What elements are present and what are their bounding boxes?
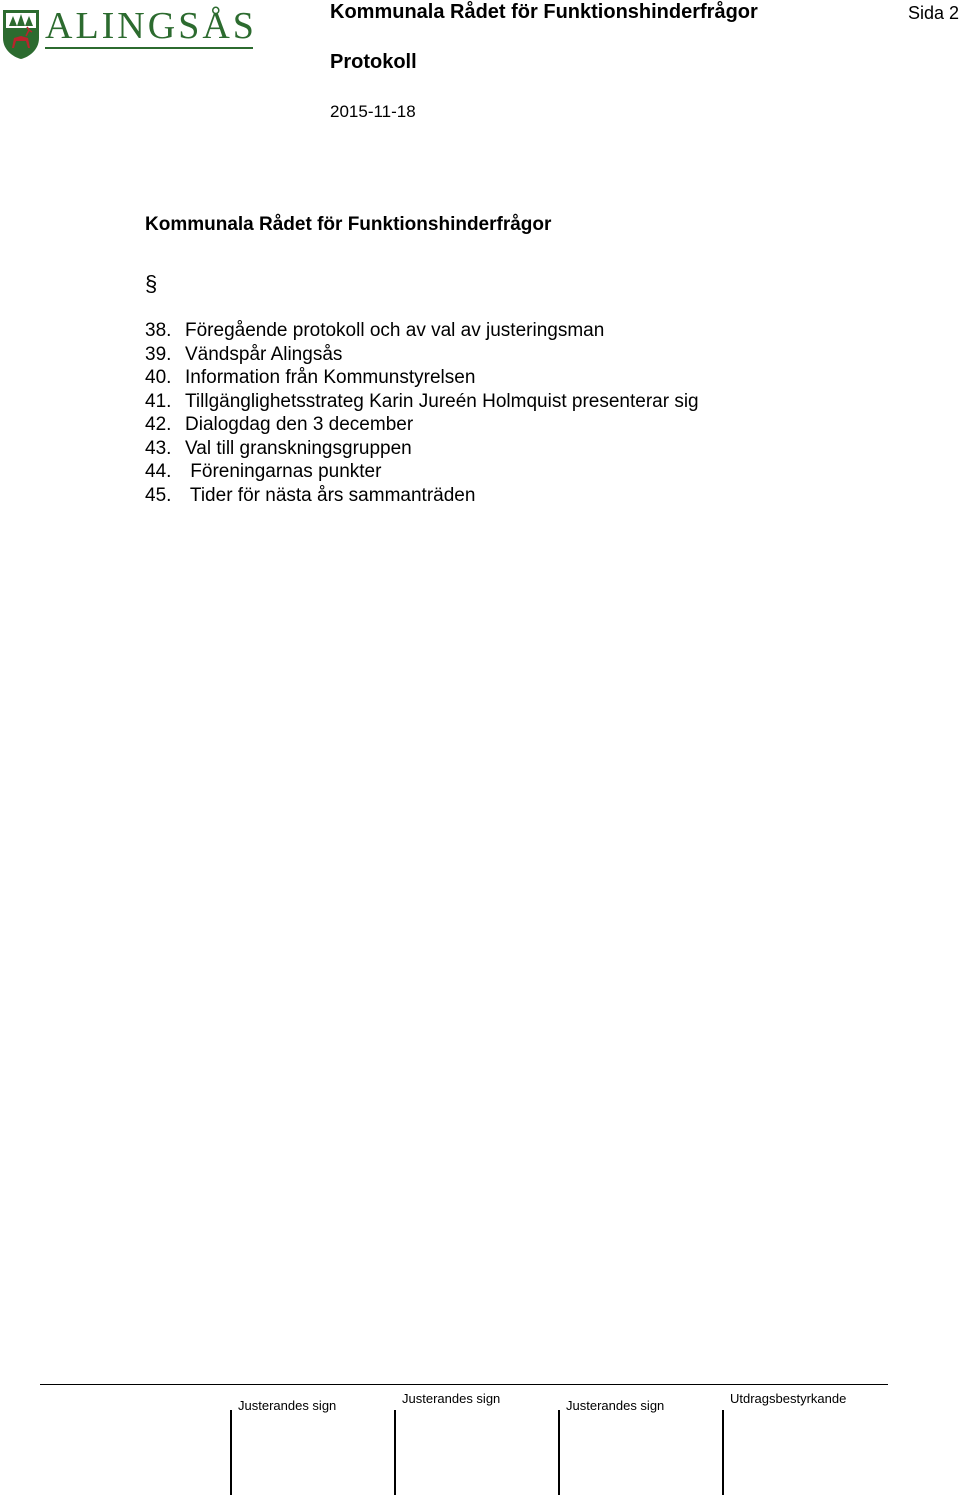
- agenda-item-text: Tillgänglighetsstrateg Karin Jureén Holmquist presenterar sig: [185, 390, 699, 412]
- agenda-item-number: 42.: [145, 414, 172, 435]
- certification-label: Utdragsbestyrkande: [730, 1391, 847, 1406]
- paragraph-mark: §: [145, 271, 158, 296]
- deer-shield-icon: [1, 8, 41, 60]
- agenda-item: [145, 484, 699, 508]
- agenda-item-number: 39.: [145, 343, 172, 365]
- signature-label-3: Justerandes sign: [566, 1398, 665, 1413]
- agenda-item: [145, 319, 699, 343]
- agenda-item-text: Vändspår Alingsås: [185, 343, 343, 365]
- agenda-item: [145, 460, 699, 484]
- agenda-item-number: 44.: [145, 461, 172, 482]
- municipality-logo: [0, 6, 260, 62]
- agenda-item: [145, 343, 699, 367]
- page-number: Sida 2: [908, 3, 960, 23]
- signature-box-line-2: [394, 1410, 396, 1495]
- document-type: Protokoll: [330, 51, 417, 73]
- agenda-item-number: 45.: [145, 484, 172, 506]
- signature-box-line-4: [722, 1410, 724, 1495]
- signature-box-line-3: [558, 1410, 560, 1495]
- logo-text: ALINGSÅS: [45, 5, 257, 47]
- agenda-item-number: 38.: [145, 320, 172, 341]
- agenda-item-text: Föregående protokoll och av val av justeringsman: [185, 320, 605, 341]
- agenda-item-text: Information från Kommunstyrelsen: [185, 367, 476, 388]
- signature-label-2: Justerandes sign: [402, 1391, 501, 1406]
- document-date: 2015-11-18: [330, 102, 416, 121]
- agenda-list: [145, 319, 699, 507]
- agenda-item-number: 41.: [145, 390, 172, 412]
- header-title: Kommunala Rådet för Funktionshinderfrågor: [330, 1, 758, 23]
- body-heading: Kommunala Rådet för Funktionshinderfrågor: [145, 214, 552, 235]
- agenda-item: [145, 390, 699, 414]
- footer-divider: [40, 1384, 888, 1385]
- agenda-item: [145, 413, 699, 437]
- agenda-item-text: Tider för nästa års sammanträden: [185, 484, 476, 506]
- agenda-item: [145, 437, 699, 461]
- agenda-item-text: Föreningarnas punkter: [185, 461, 382, 482]
- agenda-item-number: 40.: [145, 367, 172, 388]
- signature-box-line-1: [230, 1410, 232, 1495]
- agenda-item-number: 43.: [145, 437, 172, 459]
- logo-underline: [45, 47, 253, 49]
- agenda-item-text: Dialogdag den 3 december: [185, 414, 414, 435]
- agenda-item: [145, 366, 699, 390]
- agenda-item-text: Val till granskningsgruppen: [185, 437, 412, 459]
- signature-label-1: Justerandes sign: [238, 1398, 337, 1413]
